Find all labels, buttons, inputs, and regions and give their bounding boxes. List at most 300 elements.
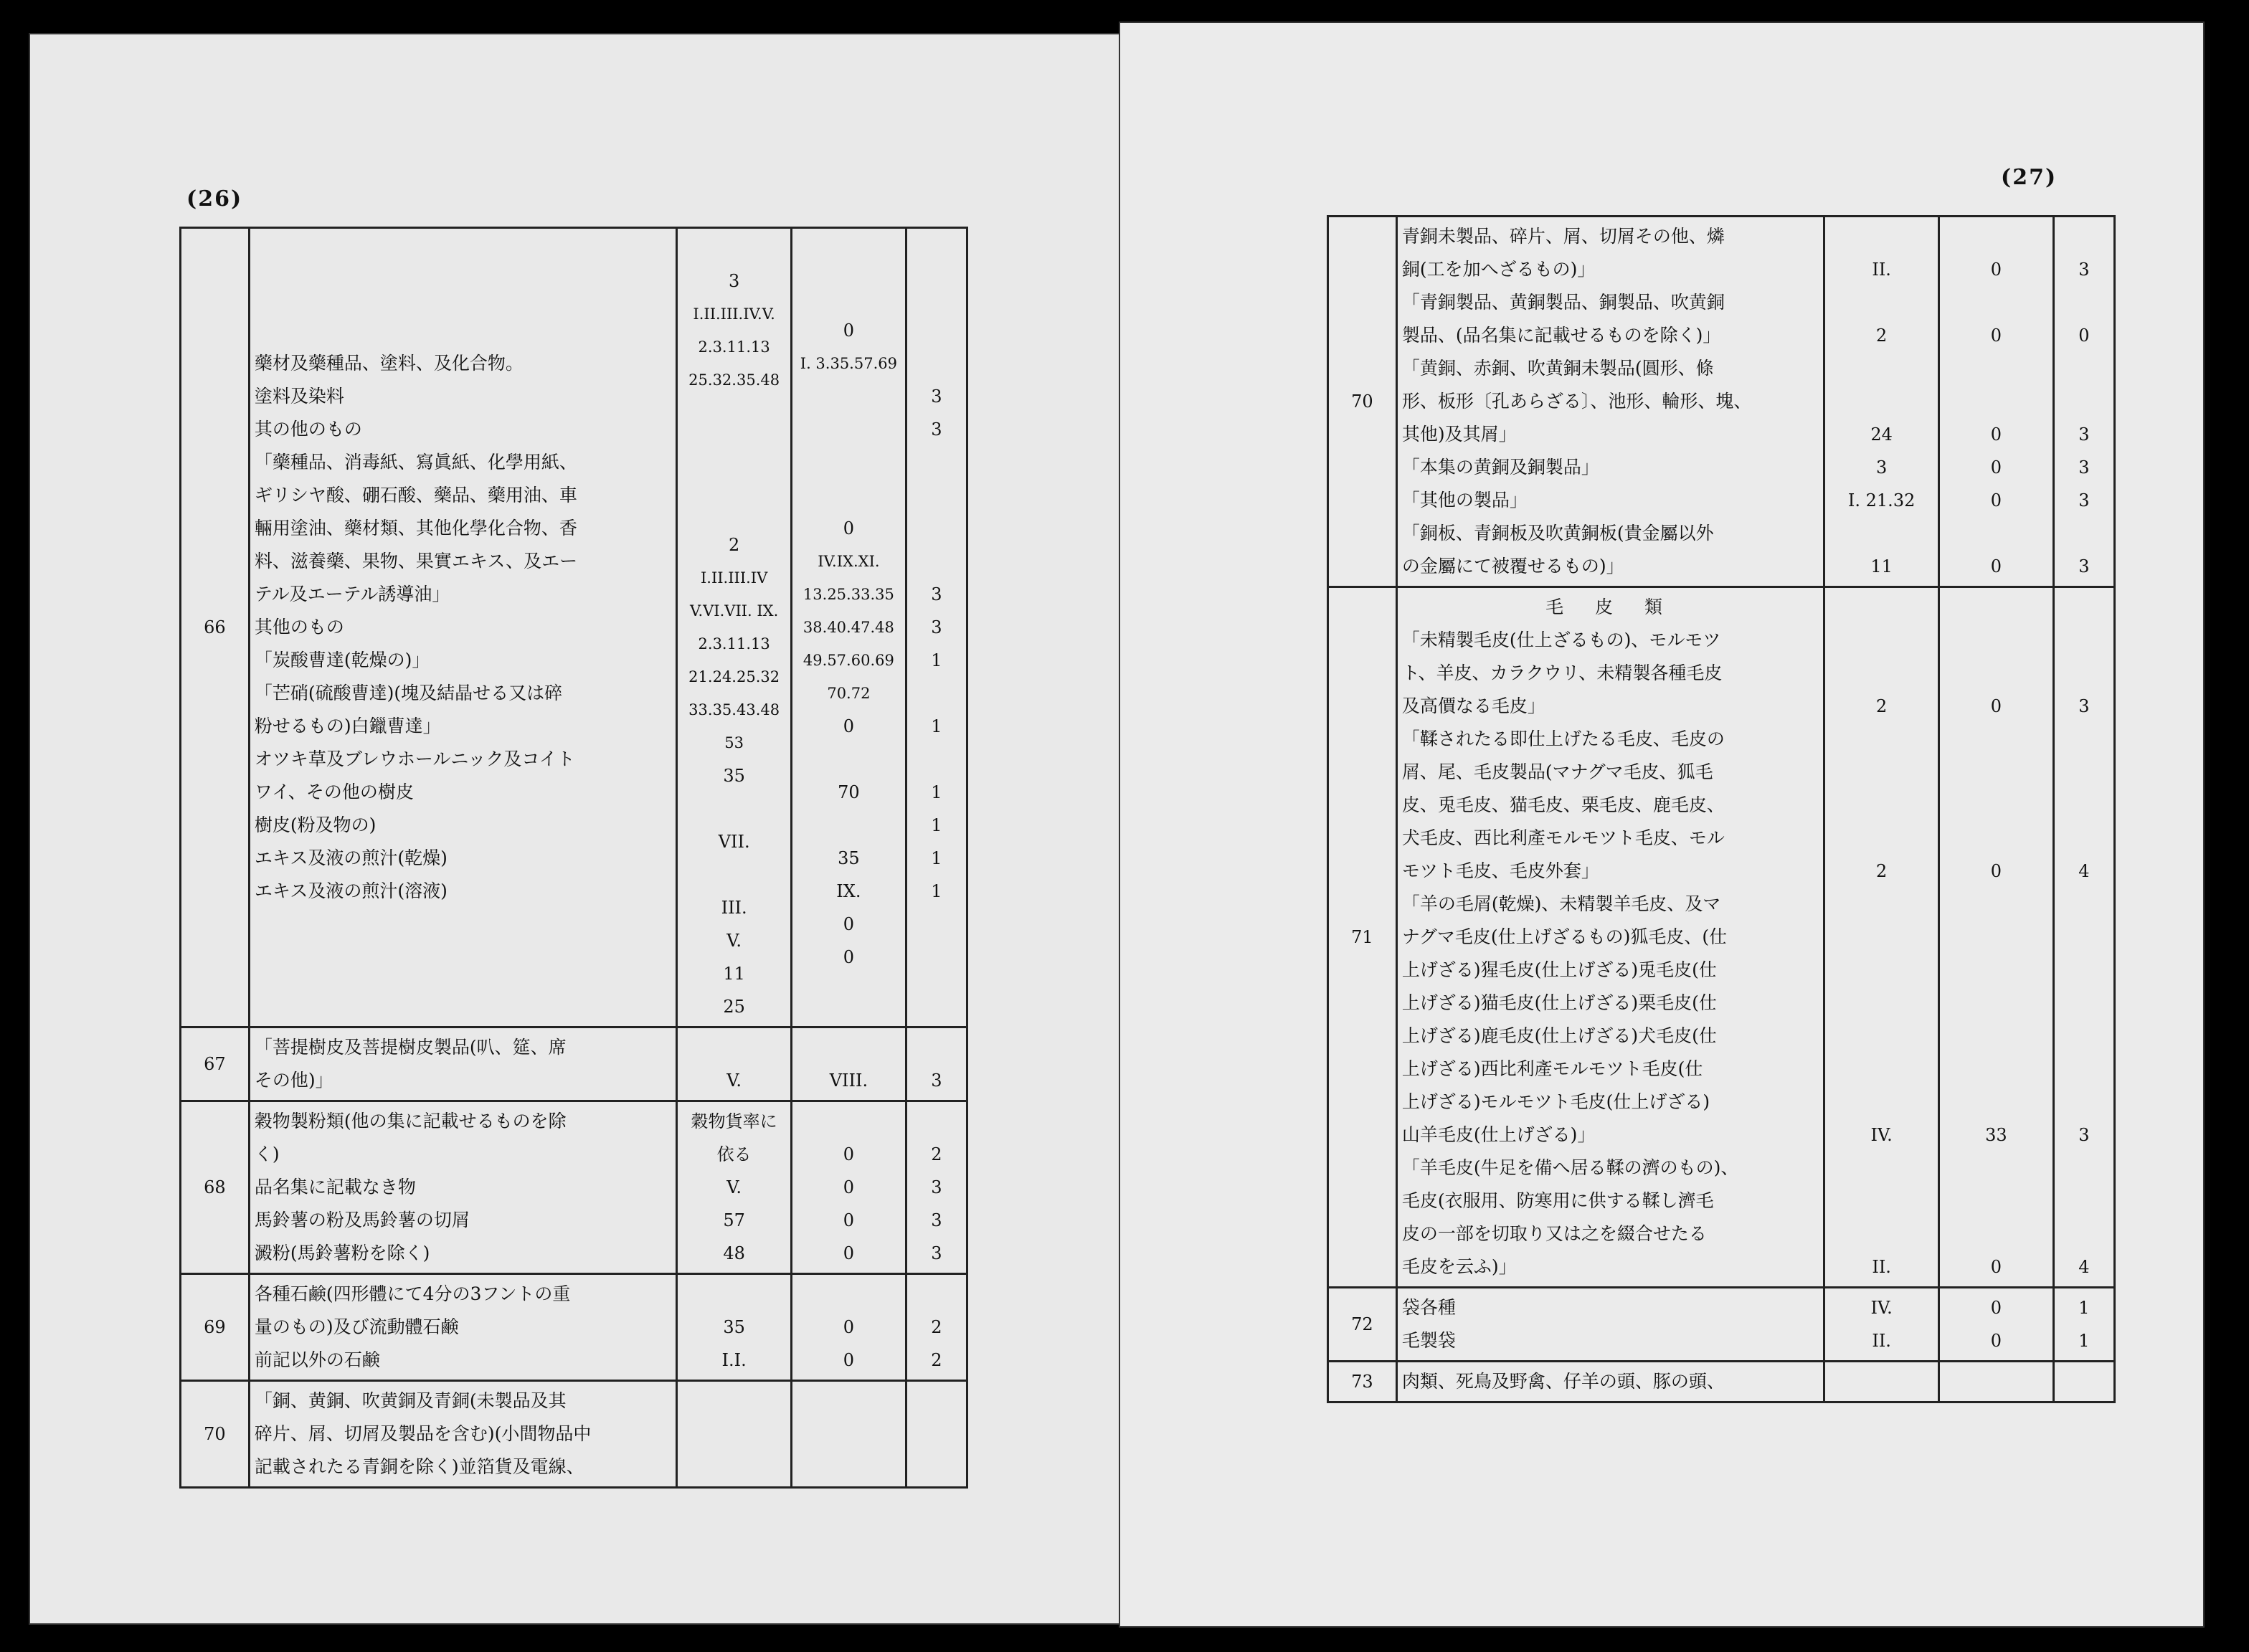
col2-value: 0 [1990,861,2002,881]
description-line: 上げざる)鹿毛皮(仕上げざる)犬毛皮(仕 [1401,1025,1717,1046]
col1-value [1829,987,1933,1020]
col3-value [2059,987,2109,1020]
col2-cell [792,1101,906,1274]
col3-value [912,545,962,578]
col2-value: 0 [843,1144,855,1164]
tariff-table-left [179,227,968,1489]
col1-value [1829,888,1933,921]
col3-value: 3 [931,1210,942,1230]
col2-value: 0 [1990,696,2002,716]
col2-value: 33 [1985,1125,2007,1145]
col3-value [2059,220,2109,253]
col1-value: I.II.III.IV.V. 2.3.11.13 25.32.35.48 [688,305,780,389]
col2-value: 0 [1990,490,2002,511]
description-cell [249,1101,676,1274]
col3-value: 3 [931,386,942,407]
category-code: 68 [181,1101,250,1274]
col2-value [797,1418,901,1451]
col3-value [2059,1365,2109,1398]
col2-value [1944,352,2048,385]
col3-value [2059,657,2109,690]
description-line: 毛製袋 [1401,1330,1456,1351]
col1-value [682,429,786,462]
col3-value [2059,1152,2109,1185]
col3-value [912,743,962,776]
col3-value [912,1105,962,1138]
description-line: 「藥種品、消毒紙、寫眞紙、化學用紙、 [254,452,577,473]
description-line: 其の他のもの [254,419,362,440]
col3-cell [2053,1288,2114,1362]
col2-value: 0 [1990,326,2002,346]
col3-cell [906,1381,967,1488]
col3-cell [906,228,967,1027]
category-code: 71 [1328,587,1397,1288]
description-line: モツト毛皮、毛皮外套」 [1401,860,1599,881]
col1-value [682,858,786,891]
category-code: 70 [1328,217,1397,587]
tariff-table-right [1327,215,2116,1403]
col1-value: IV. [1870,1125,1893,1145]
col1-cell [677,1381,792,1488]
col3-value: 3 [2078,260,2090,280]
col1-value [1829,822,1933,855]
col2-value: 0 [843,1243,855,1263]
col2-value [1944,657,2048,690]
col2-value: 70 [838,782,860,802]
description-line: 「本集の黄銅及銅製品」 [1401,457,1599,478]
description-line: 皮の一部を切取り又は之を綴合せたる [1401,1223,1707,1244]
col2-value [1944,220,2048,253]
col1-value: 穀物貨率に [691,1111,777,1131]
col2-cell [1939,1362,2054,1402]
col1-value: 3 [1876,457,1888,478]
col2-value [1944,756,2048,789]
description-line: 藥材及藥種品、塗料、及化合物。 [254,353,524,374]
page-number-left: (26) [186,186,243,212]
table-row [1328,1362,2115,1402]
col3-value: 3 [2078,490,2090,511]
col1-value: II. [1872,1331,1891,1351]
col1-value: 2 [1876,861,1888,881]
col2-value [797,1451,901,1484]
col3-value: 1 [931,815,942,835]
col1-value [682,232,786,265]
col1-value [1829,286,1933,319]
col1-value [1829,352,1933,385]
description-line: 「羊毛皮(牛足を備へ居る鞣の濟のもの)、 [1401,1157,1739,1178]
description-cell [249,1274,676,1381]
col2-value [1944,517,2048,550]
col2-value: 0 [843,1350,855,1370]
col1-value: 依る [716,1144,752,1164]
col3-value [912,446,962,479]
table-row [181,1381,967,1488]
description-line: 犬毛皮、西比利產モルモツト毛皮、モル [1401,827,1725,848]
col1-value: VII. [718,832,750,852]
col2-value [1944,1152,2048,1185]
col1-value: 11 [1870,556,1893,576]
col1-value: 24 [1870,424,1893,445]
col2-value: 0 [843,1177,855,1197]
col2-value [797,446,901,479]
right-page [1119,22,2205,1628]
col2-value: 0 [1990,457,2002,478]
col3-value [2059,385,2109,418]
col2-value: 0 [843,321,855,341]
description-line: 製品、(品名集に記載せるものを除く)」 [1401,325,1721,346]
col2-value [797,479,901,512]
col1-value [1829,921,1933,954]
description-line: 毛皮を云ふ)」 [1401,1256,1517,1277]
description-line: 其他のもの [254,617,344,637]
col3-cell [2053,1362,2114,1402]
description-line: 「銅板、青銅板及吹黄銅板(貴金屬以外 [1401,523,1714,543]
description-line: 袋各種 [1401,1297,1456,1318]
col2-value: 0 [843,716,855,736]
description-line: 及高價なる毛皮」 [1401,696,1545,716]
col3-value [912,1451,962,1484]
col3-value: 0 [2078,326,2090,346]
col1-value: I. 21.32 [1847,490,1916,511]
description-line: 「銅、黄銅、吹黄銅及青銅(未製品及其 [254,1390,567,1411]
col1-value [1829,591,1933,624]
description-line: 其他)及其屑」 [1401,424,1517,445]
col2-value: 0 [843,1210,855,1230]
col3-value: 2 [931,1317,942,1337]
col2-value: 0 [1990,424,2002,445]
category-code: 72 [1328,1288,1397,1362]
col3-value: 1 [931,782,942,802]
description-line: 「羊の毛屑(乾燥)、未精製羊毛皮、及マ [1401,893,1721,914]
col1-value: 2 [729,535,740,555]
col2-value: 0 [1990,1257,2002,1277]
description-line: 山羊毛皮(仕上げざる)」 [1401,1124,1596,1145]
category-code: 73 [1328,1362,1397,1402]
col1-cell [1824,1288,1939,1362]
col1-value: IV. [1870,1298,1893,1318]
col2-value [797,1278,901,1311]
col2-value [797,1031,901,1064]
table-row [181,228,967,1027]
col1-value: V. [726,931,742,951]
col2-value [1944,286,2048,319]
col2-value [1944,591,2048,624]
description-line: 粉せるもの)白鑞曹達」 [254,716,441,736]
col1-value: 48 [723,1243,745,1263]
col1-value [1829,1152,1933,1185]
col3-value [2059,789,2109,822]
description-line: の金屬にて被覆せるもの)」 [1401,556,1624,576]
col3-value: 3 [931,419,942,440]
col1-value: 35 [723,1317,745,1337]
col1-value [682,1385,786,1418]
col2-value [1944,385,2048,418]
col1-value [1829,220,1933,253]
col3-value: 3 [931,617,942,637]
table-row [181,1027,967,1101]
col3-value: 1 [931,650,942,670]
col1-value [1829,1053,1933,1086]
col3-value [2059,954,2109,987]
col1-value [682,1278,786,1311]
table-row [1328,217,2115,587]
col3-value [2059,888,2109,921]
description-line: 塗料及染料 [254,386,344,407]
description-line: 形、板形〔孔あらざる〕、池形、輪形、塊、 [1401,391,1752,412]
col3-value [912,1385,962,1418]
col1-value: 2 [1876,696,1888,716]
description-line: 屑、尾、毛皮製品(マナグマ毛皮、狐毛 [1401,761,1713,782]
col2-cell [792,228,906,1027]
col1-value [682,495,786,528]
col1-value: I.I. [721,1350,747,1370]
col3-value [2059,1053,2109,1086]
col2-value [797,413,901,446]
description-line: 前記以外の石鹸 [254,1349,380,1370]
description-line: 「菩提樹皮及菩提樹皮製品(叭、筵、席 [254,1037,567,1058]
col3-value: 3 [931,1177,942,1197]
category-code: 67 [181,1027,250,1101]
col1-value: III. [721,898,747,918]
description-cell [249,1381,676,1488]
col1-cell [1824,1362,1939,1402]
col1-value: 11 [723,964,745,984]
description-line: 馬鈴薯の粉及馬鈴薯の切屑 [254,1210,470,1230]
description-line: 上げざる)猫毛皮(仕上げざる)栗毛皮(仕 [1401,992,1717,1013]
col3-value [912,1418,962,1451]
col3-cell [906,1027,967,1101]
col3-cell [2053,217,2114,587]
col1-value [682,792,786,825]
col2-value [1944,1086,2048,1119]
col3-value [2059,286,2109,319]
col2-value [797,809,901,842]
col3-value: 1 [931,848,942,868]
description-line: 上げざる)モルモツト毛皮(仕上げざる) [1401,1091,1710,1112]
col1-value [1829,789,1933,822]
description-line: ト、羊皮、カラクウリ、未精製各種毛皮 [1401,663,1723,683]
col3-value [912,347,962,380]
description-cell [1396,217,1824,587]
col3-value: 3 [2078,1125,2090,1145]
col1-value [1829,954,1933,987]
col3-value [2059,1217,2109,1250]
description-line: 「黄銅、赤銅、吹黄銅未製品(圓形、條 [1401,358,1714,379]
description-line: 穀物製粉類(他の集に記載せるものを除 [254,1111,567,1131]
col3-cell [906,1274,967,1381]
col2-value [797,1385,901,1418]
col1-value [1829,1086,1933,1119]
col3-value [2059,921,2109,954]
col2-value [797,281,901,314]
description-line: 皮、兎毛皮、猫毛皮、栗毛皮、鹿毛皮、 [1401,794,1725,815]
col2-value [1944,954,2048,987]
col2-value [1944,624,2048,657]
col3-value: 4 [2078,861,2090,881]
col1-value [1829,385,1933,418]
col3-value: 2 [931,1144,942,1164]
table-row [181,1101,967,1274]
col2-cell [1939,1288,2054,1362]
description-line: 毛皮(衣服用、防寒用に供する鞣し濟毛 [1401,1190,1714,1211]
description-line: 澱粉(馬鈴薯粉を除く) [254,1243,430,1263]
col3-value [2059,624,2109,657]
col3-value [2059,1185,2109,1217]
description-cell [1396,587,1824,1288]
col1-cell [677,1027,792,1101]
col2-value: 0 [843,518,855,538]
description-line: 毛 皮 類 [1545,597,1675,617]
description-line: 「芒硝(硫酸曹達)(塊及結晶せる又は碎 [254,683,563,703]
col1-value: 2 [1876,326,1888,346]
col1-value [1829,1217,1933,1250]
col2-value [1944,822,2048,855]
col2-value: 0 [1990,1298,2002,1318]
description-line: ギリシヤ酸、硼石酸、藥品、藥用油、車 [254,485,577,505]
col1-cell [677,228,792,1027]
col1-value: V. [726,1071,742,1091]
col2-value: IX. [836,881,861,901]
col1-value: II. [1872,260,1891,280]
col3-value [912,1031,962,1064]
description-line: オツキ草及ブレウホールニック及コイト [254,749,575,769]
col3-value: 3 [2078,457,2090,478]
col3-value [912,479,962,512]
col2-cell [792,1274,906,1381]
description-line: 「鞣されたる即仕上げたる毛皮、毛皮の [1401,728,1725,749]
left-page [29,33,1150,1625]
col3-value [2059,1086,2109,1119]
col3-value: 3 [2078,424,2090,445]
table-row [181,1274,967,1381]
col2-value: 0 [1990,260,2002,280]
col2-cell [1939,587,2054,1288]
description-line: 上げざる)猩毛皮(仕上げざる)兎毛皮(仕 [1401,959,1717,980]
col2-value: IV.IX.XI. 13.25.33.35 38.40.47.48 49.57.60.69 70.72 [802,553,894,702]
col2-value: 0 [843,947,855,967]
col2-cell [792,1027,906,1101]
description-line: 樹皮(粉及物の) [254,815,377,835]
description-line: 青銅未製品、碎片、屑、切屑その他、燐 [1401,226,1725,247]
col2-value: 35 [838,848,860,868]
col2-value [1944,921,2048,954]
col1-cell [1824,587,1939,1288]
col3-value: 1 [931,881,942,901]
col3-value [912,677,962,710]
description-cell [1396,1288,1824,1362]
col2-value: 0 [1990,556,2002,576]
description-line: 「未精製毛皮(仕上ざるもの)、モルモツ [1401,630,1721,650]
col2-cell [1939,217,2054,587]
col1-value [1829,1185,1933,1217]
col3-value: 3 [931,584,942,604]
col3-value: 3 [931,1071,942,1091]
description-line: 量のもの)及び流動體石鹸 [254,1316,459,1337]
col1-value [1829,756,1933,789]
description-line: 輛用塗油、藥材類、其他化學化合物、香 [254,518,577,538]
category-code: 70 [181,1381,250,1488]
col1-value [1829,1365,1933,1398]
description-line: 上げざる)西比利產モルモツト毛皮(仕 [1401,1058,1703,1079]
col1-value [682,1031,786,1064]
col2-value: VIII. [829,1071,868,1091]
col3-value: 1 [931,716,942,736]
description-cell [1396,1362,1824,1402]
col3-value [2059,352,2109,385]
col2-value: 0 [843,1317,855,1337]
col3-cell [2053,587,2114,1288]
col1-value [1829,657,1933,690]
description-line: 「其他の製品」 [1401,490,1528,511]
col1-cell [677,1274,792,1381]
page-number-right: (27) [2001,165,2058,190]
col3-value [2059,723,2109,756]
col1-value: 25 [723,997,745,1017]
col3-value [2059,517,2109,550]
col1-value [682,1451,786,1484]
col2-value: I. 3.35.57.69 [800,355,897,372]
col1-value [682,397,786,429]
col1-value [682,462,786,495]
description-line: テル及エーテル誘導油」 [254,584,450,604]
description-line: 「青銅製品、黄銅製品、銅製品、吹黄銅 [1401,292,1725,313]
col2-value [1944,723,2048,756]
description-line: 品名集に記載なき物 [254,1177,416,1197]
description-line: 各種石鹸(四形體にて4分の3フントの重 [254,1283,571,1304]
col2-value [1944,1217,2048,1250]
description-cell [249,1027,676,1101]
description-line: ワイ、その他の樹皮 [254,782,414,802]
col1-value: 3 [729,271,740,291]
category-code: 66 [181,228,250,1027]
description-line: 肉類、死鳥及野禽、仔羊の頭、豚の頭、 [1401,1371,1725,1392]
col1-value: 57 [723,1210,745,1230]
description-line: エキス及液の煎汁(溶液) [254,880,448,901]
col1-value [1829,1020,1933,1053]
col1-value: II. [1872,1257,1891,1277]
category-code: 69 [181,1274,250,1381]
description-line: 碎片、屑、切屑及製品を含む)(小間物品中 [254,1423,592,1444]
col2-value [1944,789,2048,822]
col3-value [912,1278,962,1311]
description-line: その他)」 [254,1070,333,1091]
description-line: ナグマ毛皮(仕上げざるもの)狐毛皮、(仕 [1401,926,1728,947]
col1-value [1829,723,1933,756]
col1-value: 35 [723,766,745,786]
col2-value [797,380,901,413]
col3-value: 3 [931,1243,942,1263]
col2-value [1944,888,2048,921]
col2-value: 0 [843,914,855,934]
col1-value [1829,517,1933,550]
description-line: 料、滋養藥、果物、果實エキス、及エー [254,551,578,571]
table-row [1328,587,2115,1288]
col1-value: V. [726,1177,742,1197]
col3-value: 4 [2078,1257,2090,1277]
col3-value: 3 [2078,696,2090,716]
description-line: 銅(工を加へざるもの)」 [1401,259,1596,280]
col2-value: 0 [1990,1331,2002,1351]
col1-value [1829,624,1933,657]
col3-value [2059,822,2109,855]
col3-value: 1 [2078,1298,2090,1318]
col2-value [1944,987,2048,1020]
col3-value [2059,1020,2109,1053]
col2-cell [792,1381,906,1488]
col2-value [1944,1020,2048,1053]
col3-value: 2 [931,1350,942,1370]
col2-value [1944,1365,2048,1398]
